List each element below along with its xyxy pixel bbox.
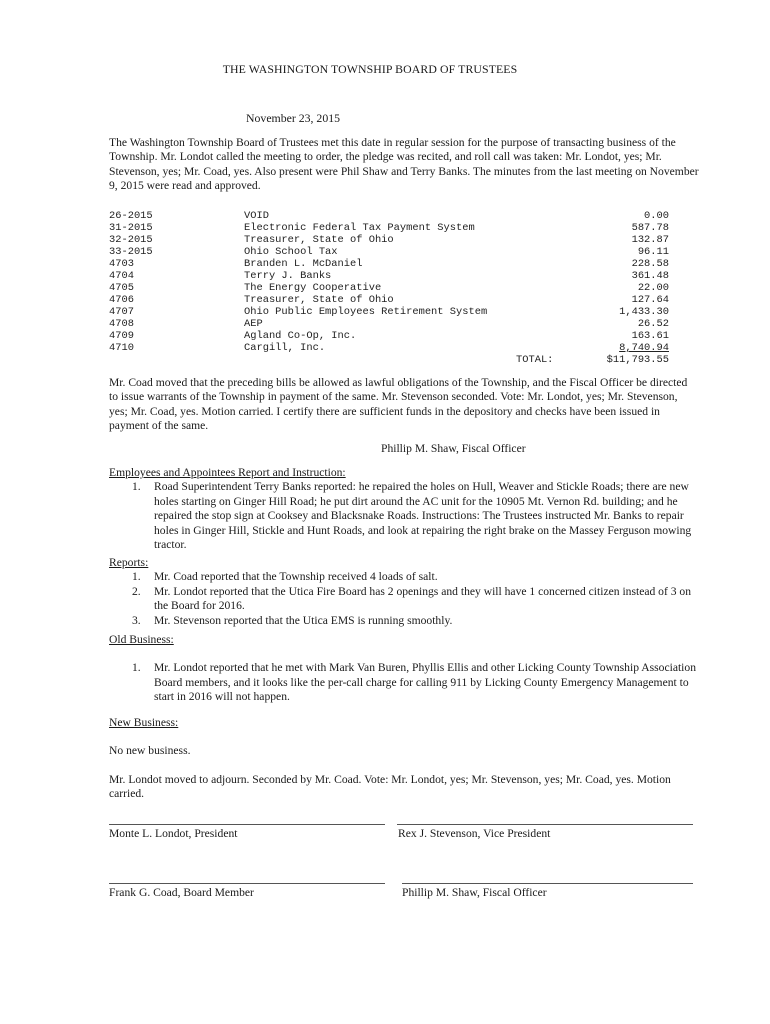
list-item [109, 480, 699, 552]
item-number: 2. [132, 584, 141, 598]
payee-name: The Energy Cooperative [244, 282, 382, 294]
old-business-heading: Old Business: [109, 633, 174, 646]
list-item [109, 661, 699, 704]
bill-amount: 1,433.30 [619, 306, 669, 318]
signature-fiscal-officer: Phillip M. Shaw, Fiscal Officer [402, 886, 547, 899]
bills-motion-paragraph: Mr. Coad moved that the preceding bills be allowed as lawful obligations of the Township, and the Fiscal Officer be directed to issue warrants of the Township in payment of the same. Mr. Stevenson seconded. Vote: Mr. Londot, yes; Mr. Stevenson, yes; Mr. Coad, yes. Motion carried. I certify there are sufficient funds in the depository and checks have been issued in payment of the same. [109, 376, 688, 433]
bill-row [109, 318, 669, 330]
bill-amount: 8,740.94 [619, 342, 669, 354]
bill-amount: 361.48 [631, 270, 669, 282]
meeting-date: November 23, 2015 [246, 111, 341, 125]
warrant-number: 4710 [109, 342, 134, 354]
item-number: 3. [132, 613, 141, 627]
item-text: Mr. Stevenson reported that the Utica EMS is running smoothly. [154, 613, 453, 627]
bill-amount: 96.11 [637, 246, 669, 258]
warrant-number: 4705 [109, 282, 134, 294]
bill-amount: 132.87 [631, 234, 669, 246]
bill-amount: 22.00 [637, 282, 669, 294]
employees-heading: Employees and Appointees Report and Instruction: [109, 466, 346, 479]
bill-row [109, 210, 669, 222]
bill-row [109, 234, 669, 246]
bills-total-row [109, 354, 669, 366]
bill-row [109, 222, 669, 234]
payee-name: Treasurer, State of Ohio [244, 234, 394, 246]
bill-amount: 0.00 [644, 210, 669, 222]
signature-line-president [109, 824, 385, 825]
bill-row [109, 258, 669, 270]
warrant-number: 31-2015 [109, 222, 153, 234]
item-text: Mr. Coad reported that the Township received 4 loads of salt. [154, 570, 438, 584]
payee-name: Ohio School Tax [244, 246, 338, 258]
item-text: Road Superintendent Terry Banks reported: he repaired the holes on Hull, Weaver and Stickle Roads; there are new holes starting on Ginger Hill Road; he put dirt around the AC unit for the 10905 Mt. Vernon Rd. building; and he repaired the stop sign at Cooksey and Blacksnake Roads. Instructions: The Trustees instructed Mr. Banks to repair holes in Ginger Hill, Stickle and Hunt Roads, and look at repairing the right brake on the Massey Ferguson mowing tractor. [154, 480, 692, 552]
bills-table [109, 210, 669, 366]
total-label: TOTAL: [516, 354, 554, 366]
payee-name: Cargill, Inc. [244, 342, 326, 354]
item-text: Mr. Londot reported that he met with Mark Van Buren, Phyllis Ellis and other Licking County Township Association Board members, and it looks like the per-call charge for calling 911 by Licking County Emergency Management to start in 2016 will not happen. [154, 661, 697, 704]
reports-heading: Reports: [109, 556, 149, 569]
bill-row [109, 342, 669, 354]
warrant-number: 4706 [109, 294, 134, 306]
warrant-number: 4707 [109, 306, 134, 318]
warrant-number: 4708 [109, 318, 134, 330]
item-number: 1. [132, 480, 141, 494]
payee-name: Branden L. McDaniel [244, 258, 363, 270]
warrant-number: 4709 [109, 330, 134, 342]
signature-line-member [109, 883, 385, 884]
new-business-heading: New Business: [109, 716, 179, 729]
payee-name: Electronic Federal Tax Payment System [244, 222, 475, 234]
payee-name: VOID [244, 210, 269, 222]
signature-vice-president: Rex J. Stevenson, Vice President [398, 827, 551, 840]
bill-row [109, 330, 669, 342]
payee-name: Treasurer, State of Ohio [244, 294, 394, 306]
payee-name: AEP [244, 318, 263, 330]
warrant-number: 26-2015 [109, 210, 153, 222]
bill-row [109, 306, 669, 318]
list-item [109, 585, 699, 614]
adjourn-paragraph: Mr. Londot moved to adjourn. Seconded by Mr. Coad. Vote: Mr. Londot, yes; Mr. Stevenson, yes; Mr. Coad, yes. Motion carried. [109, 773, 671, 801]
list-item [109, 570, 699, 584]
document-title: THE WASHINGTON TOWNSHIP BOARD OF TRUSTEES [222, 62, 518, 76]
warrant-number: 4704 [109, 270, 134, 282]
bill-amount: 26.52 [637, 318, 669, 330]
reports-section [109, 556, 699, 628]
payee-name: Ohio Public Employees Retirement System [244, 306, 488, 318]
warrant-number: 33-2015 [109, 246, 153, 258]
signature-line-fiscal-officer [402, 883, 693, 884]
bill-row [109, 270, 669, 282]
bill-amount: 163.61 [631, 330, 669, 342]
item-number: 1. [132, 570, 141, 584]
warrant-number: 32-2015 [109, 234, 153, 246]
bill-amount: 127.64 [631, 294, 669, 306]
new-business-section [109, 716, 699, 759]
new-business-text: No new business. [109, 744, 191, 758]
item-text: Mr. Londot reported that the Utica Fire Board has 2 openings and they will have 1 concerned citizen instead of 3 on the Board for 2016. [154, 584, 692, 613]
signature-president: Monte L. Londot, President [109, 827, 238, 840]
signature-line-vice-president [397, 824, 693, 825]
bill-row [109, 282, 669, 294]
intro-paragraph: The Washington Township Board of Trustees met this date in regular session for the purpose of transacting business of the Township. Mr. Londot called the meeting to order, the pledge was recited, and roll call was taken: Mr. Londot, yes; Mr. Stevenson, yes; Mr. Coad, yes. Also present were Phil Shaw and Terry Banks. The minutes from the last meeting on November 9, 2015 were read and approved. [109, 136, 699, 193]
total-amount: $11,793.55 [606, 354, 669, 366]
employees-section [109, 466, 699, 552]
bill-amount: 587.78 [631, 222, 669, 234]
bill-amount: 228.58 [631, 258, 669, 270]
bill-row [109, 246, 669, 258]
item-number: 1. [132, 661, 141, 675]
list-item [109, 614, 699, 628]
warrant-number: 4703 [109, 258, 134, 270]
payee-name: Terry J. Banks [244, 270, 332, 282]
bill-row [109, 294, 669, 306]
signature-member: Frank G. Coad, Board Member [109, 886, 254, 899]
payee-name: Agland Co-Op, Inc. [244, 330, 357, 342]
old-business-section [109, 633, 699, 705]
fiscal-officer-certification: Phillip M. Shaw, Fiscal Officer [381, 442, 526, 455]
